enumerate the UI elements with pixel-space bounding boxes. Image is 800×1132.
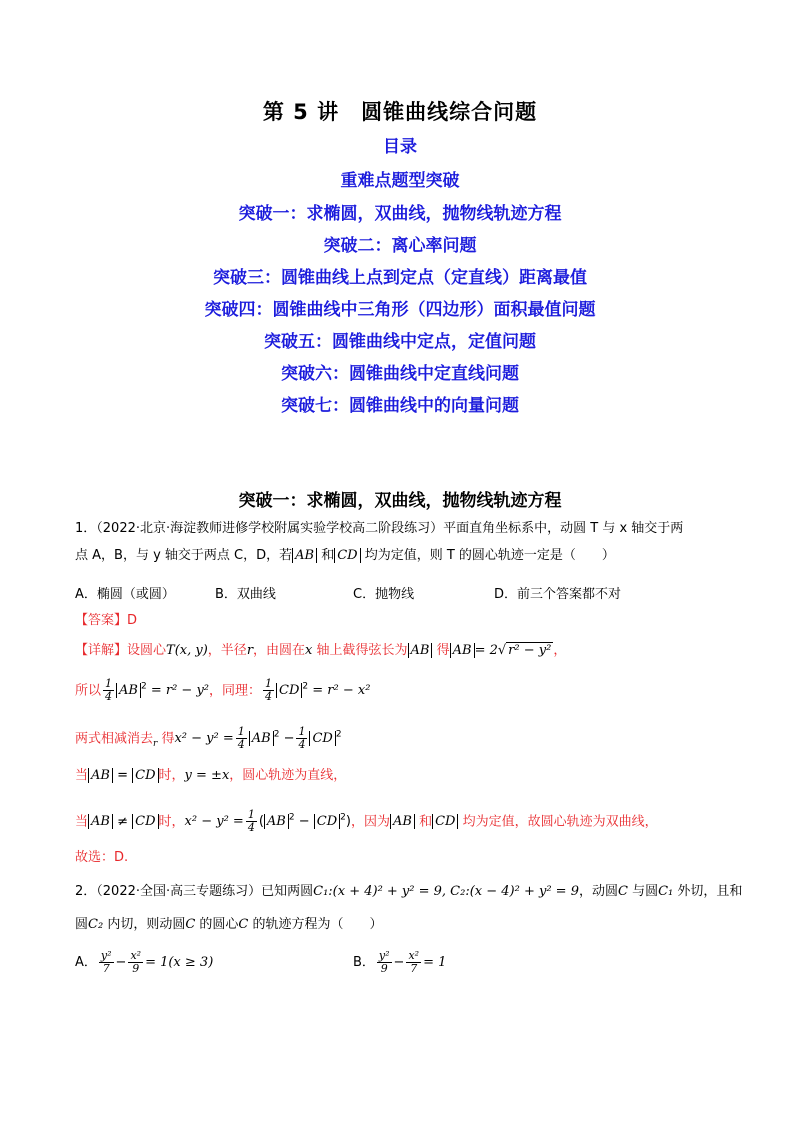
q1-detail-line4: 当 AB = CD 时，y = ±x，圆心轨迹为直线， [75, 768, 347, 783]
toc-item-6[interactable]: 突破六：圆锥曲线中定直线问题 [281, 364, 519, 384]
q1-conclusion: 故选：D. [75, 850, 129, 865]
q2-stem-line2: 圆C₂ 内切，则动圆C 的圆心C 的轨迹方程为（ ） [75, 917, 383, 932]
q1-option-d: D．前三个答案都不对 [494, 587, 622, 602]
toc-item-4[interactable]: 突破四：圆锥曲线中三角形（四边形）面积最值问题 [204, 300, 596, 320]
q2-stem-line1: 2．（2022·全国·高三专题练习）已知两圆C₁:(x + 4)² + y² = 9, C₂:(x − 4)² + y² = 9，动圆C 与圆C₁ 外切，且和 [75, 884, 743, 899]
q1-option-a: A．椭圆（或圆） [75, 587, 175, 602]
q2-option-a: A． $\frac{\text{y²}}{7}$ − $\frac{\text{x²}}{9}$ = 1(x ≥ 3) [75, 949, 214, 975]
q1-option-b: B．双曲线 [215, 587, 276, 602]
q1-stem-line2: 点 A，B，与 y 轴交于两点 C，D，若 AB 和 CD 均为定值，则 T 的圆心轨迹一定是（ ） [75, 548, 615, 563]
q1-detail-line3: 两式相减消去$_r$ 得x² − y² = $\frac{1}{4}$ AB $^2$ − $\frac{1}{4}$ CD $^2$ [75, 725, 342, 752]
q1-detail-line2: 所以 $\frac{1}{4}$ AB $^2$ = r² − y²，同理： $\frac{1}{4}$ CD $^2$ = r² − x² [75, 677, 371, 704]
q2-option-b: B． $\frac{\text{y²}}{9}$ − $\frac{\text{x²}}{7}$ = 1 [353, 949, 447, 975]
q1-detail-line5: 当 AB ≠ CD 时，x² − y² = $\frac{1}{4}$ ( AB $^2$ − CD $^2$)，因为 AB 和 CD 均为定值，故圆心轨迹为双曲线， [75, 808, 658, 835]
toc-item-1[interactable]: 突破一：求椭圆，双曲线，抛物线轨迹方程 [238, 204, 562, 224]
toc-item-3[interactable]: 突破三：圆锥曲线上点到定点（定直线）距离最值 [213, 268, 587, 288]
q1-detail-line1: 【详解】设圆心T(x, y)，半径r，由圆在x 轴上截得弦长为 AB 得 AB = 2√ r² − y² ， [75, 643, 567, 658]
q1-stem-line1: 1．（2022·北京·海淀教师进修学校附属实验学校高二阶段练习）平面直角坐标系中，动圆 T 与 x 轴交于两 [75, 521, 684, 536]
toc-heading[interactable]: 目录 [383, 137, 417, 157]
section-heading: 突破一：求椭圆，双曲线，抛物线轨迹方程 [238, 491, 562, 511]
q1-option-c: C．抛物线 [353, 587, 415, 602]
toc-item-2[interactable]: 突破二：离心率问题 [323, 236, 477, 256]
toc-item-5[interactable]: 突破五：圆锥曲线中定点，定值问题 [264, 332, 536, 352]
toc-subheading[interactable]: 重难点题型突破 [340, 171, 460, 191]
page-title: 第 5 讲 圆锥曲线综合问题 [262, 100, 538, 124]
toc-item-7[interactable]: 突破七：圆锥曲线中的向量问题 [281, 396, 519, 416]
q1-answer: 【答案】D [75, 613, 138, 628]
